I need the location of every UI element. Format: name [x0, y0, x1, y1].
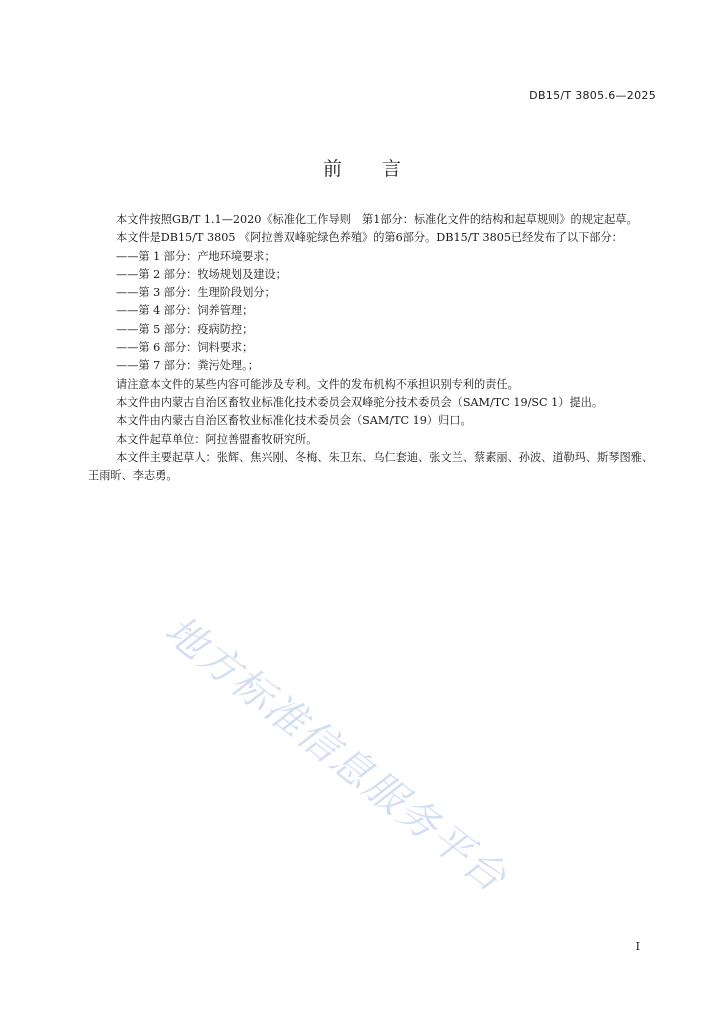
paragraph-proposer: 本文件由内蒙古自治区畜牧业标准化技术委员会双峰驼分技术委员会（SAM/TC 19/SC 1）提出。	[116, 395, 604, 409]
title-char-1: 前	[322, 158, 342, 180]
paragraph-administrator: 本文件由内蒙古自治区畜牧业标准化技术委员会（SAM/TC 19）归口。	[116, 414, 472, 428]
preface-body	[88, 211, 656, 485]
page-number: I	[635, 940, 640, 953]
paragraph-series-intro: 本文件是DB15/T 3805 《阿拉善双峰驼绿色养殖》的第6部分。DB15/T 3805已经发布了以下部分：	[116, 231, 623, 245]
list-item-part-7: ——第 7 部分：粪污处理。；	[116, 359, 259, 373]
page-title	[0, 154, 724, 181]
paragraph-drafting-unit: 本文件起草单位：阿拉善盟畜牧研究所。	[116, 432, 318, 446]
paragraph-drafting-rules: 本文件按照GB/T 1.1—2020《标准化工作导则 第1部分：标准化文件的结构和起草规则》的规定起草。	[116, 213, 638, 226]
paragraph-drafters: 本文件主要起草人：张辉、焦兴刚、冬梅、朱卫东、乌仁套迪、张文兰、蔡素丽、孙波、道勒玛、斯琴图雅、王雨昕、李志勇。	[88, 450, 654, 483]
list-item-part-2: ——第 2 部分：牧场规划及建设；	[116, 267, 287, 281]
list-item-part-1: ——第 1 部分：产地环境要求；	[116, 249, 276, 263]
title-char-2: 言	[382, 158, 402, 180]
paragraph-patent-notice: 请注意本文件的某些内容可能涉及专利。文件的发布机构不承担识别专利的责任。	[116, 377, 519, 391]
list-item-part-4: ——第 4 部分：饲养管理；	[116, 304, 254, 318]
watermark-text: 地方标准信息服务平台	[156, 607, 516, 902]
document-code: DB15/T 3805.6—2025	[529, 89, 656, 102]
list-item-part-5: ——第 5 部分：疫病防控；	[116, 322, 254, 336]
list-item-part-3: ——第 3 部分：生理阶段划分；	[116, 286, 276, 300]
list-item-part-6: ——第 6 部分：饲料要求；	[116, 341, 254, 355]
